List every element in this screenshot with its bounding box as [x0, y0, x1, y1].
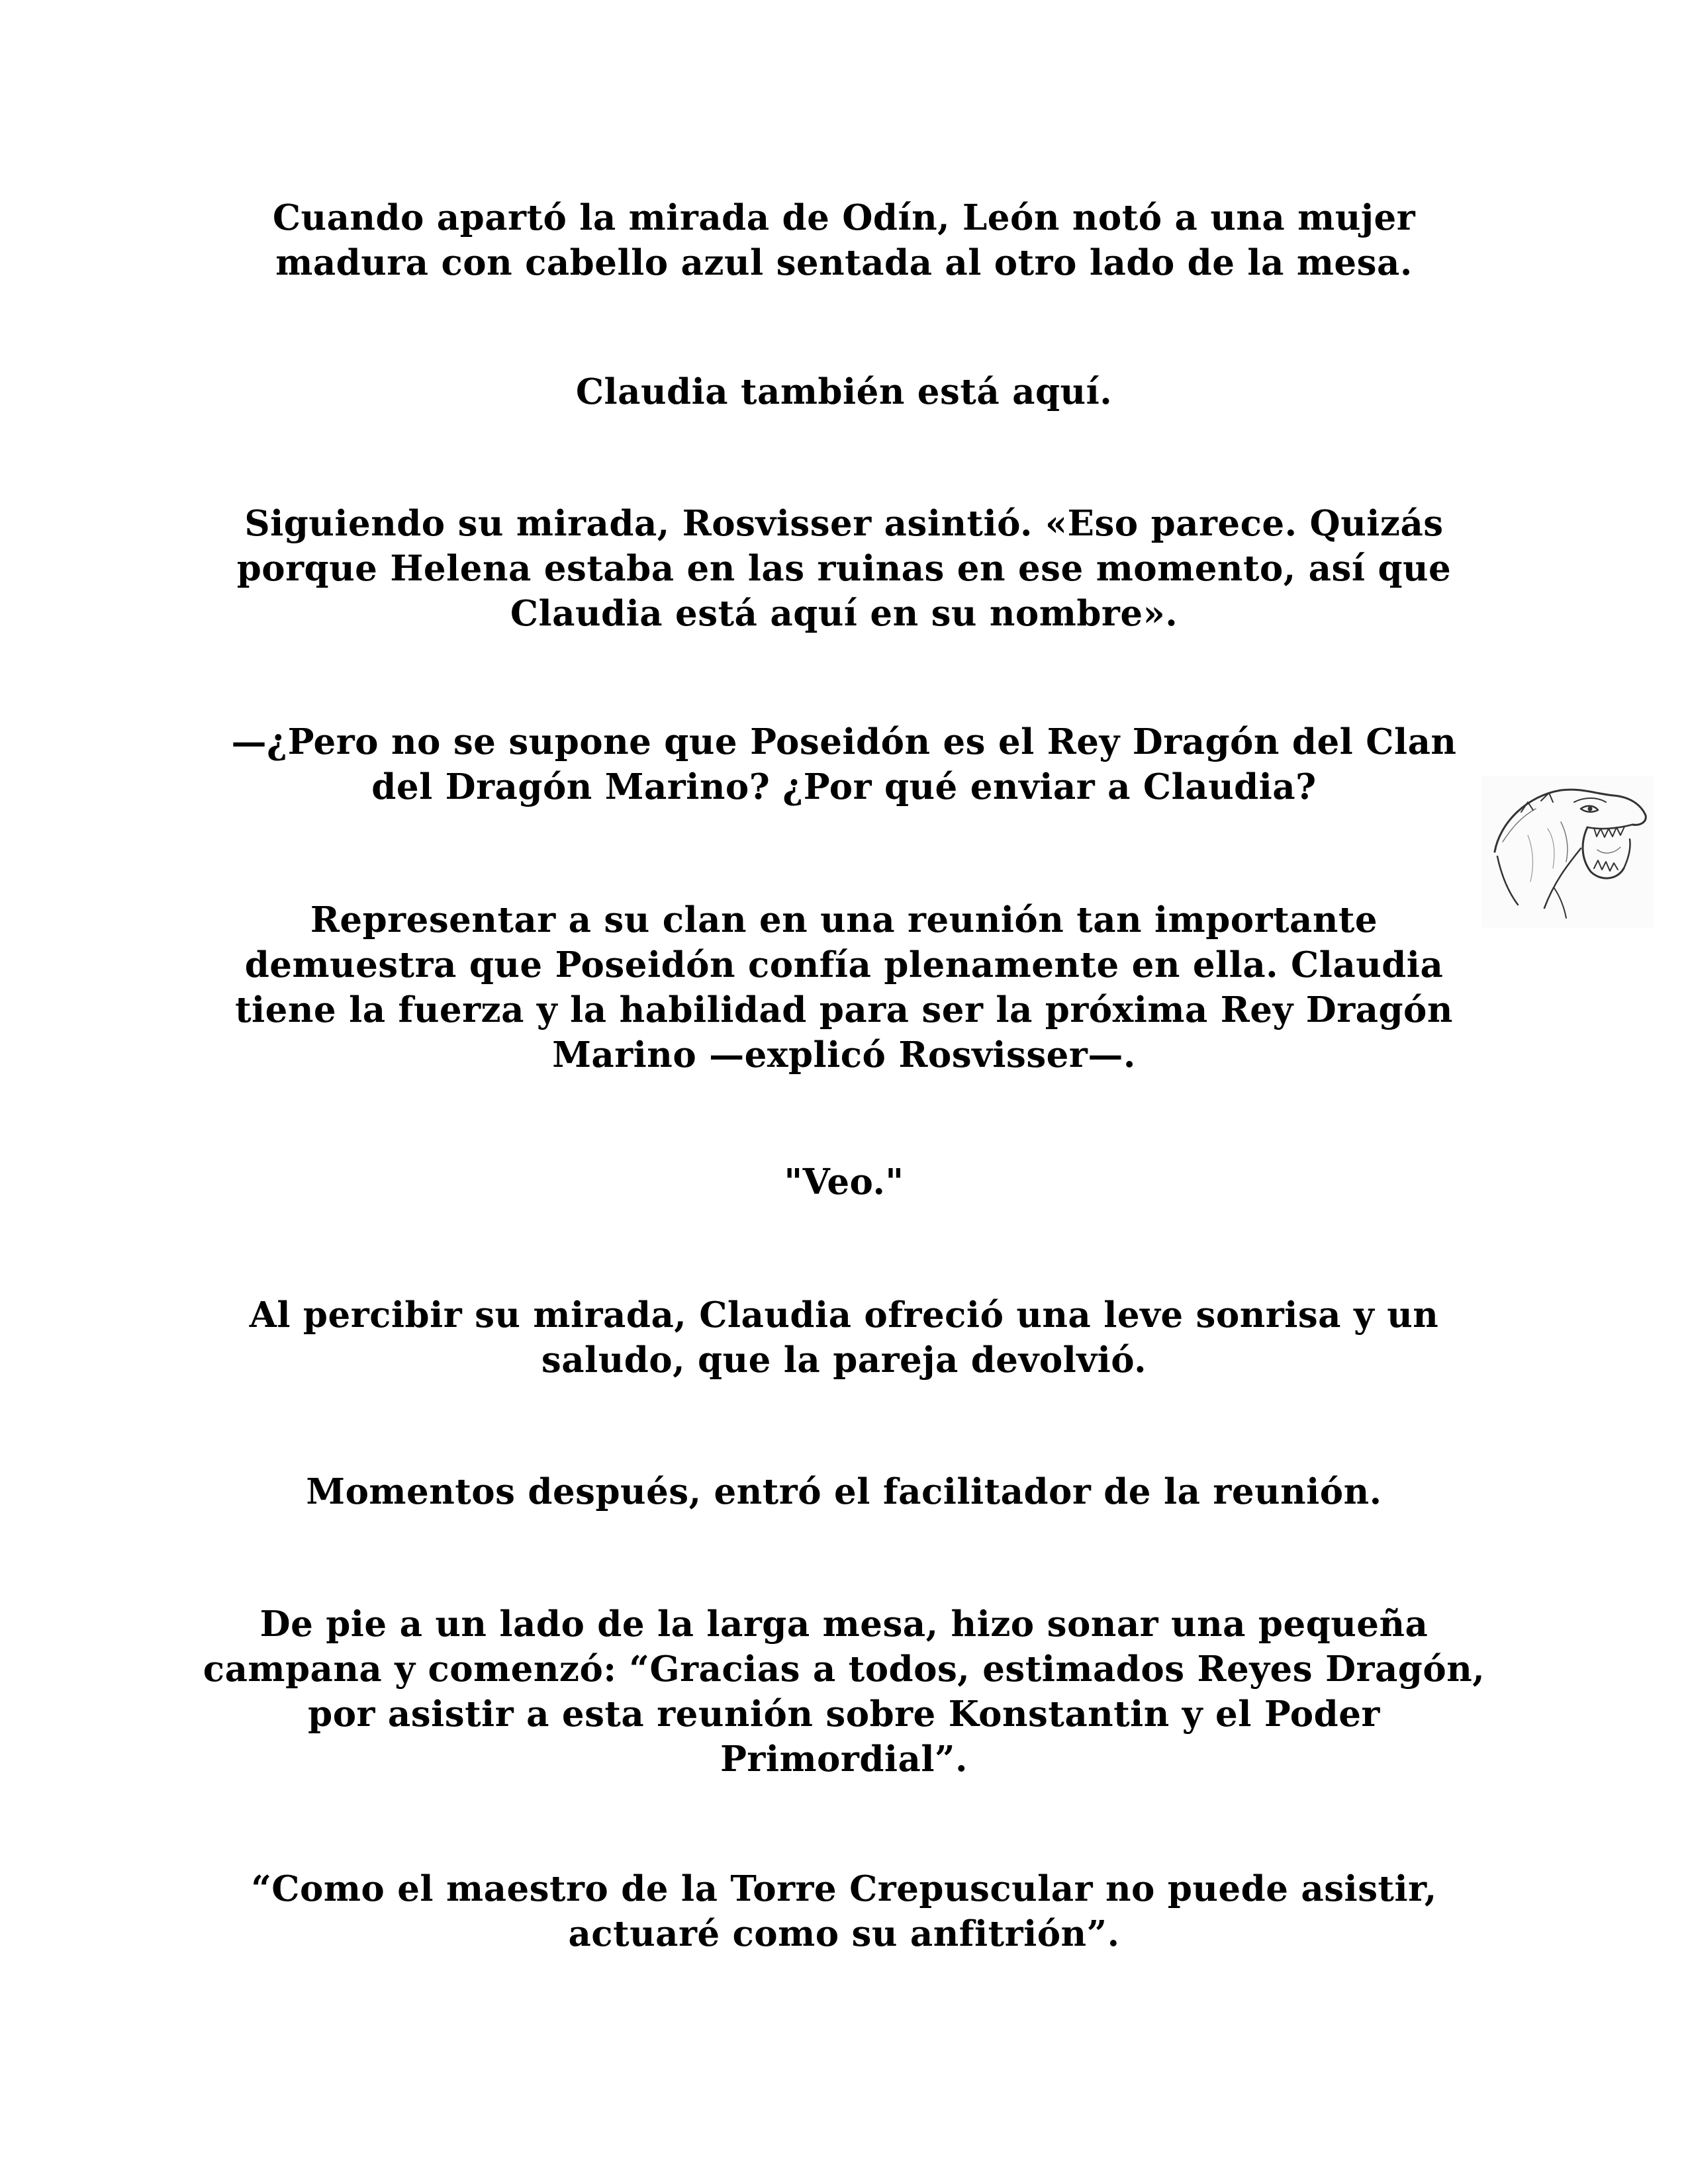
paragraph-claudia-smile: Al percibir su mirada, Claudia ofreció una leve sonrisa y un saludo, que la pareja devolvió. [249, 1295, 1439, 1381]
paragraph-representation: Representar a su clan en una reunión tan importante demuestra que Poseidón confía plenamente en ella. Claudia tiene la fuerza y la habilidad para ser la próxima Rey Dragón Marino —explicó Rosvisser—. [235, 899, 1453, 1075]
paragraph-veo: "Veo." [784, 1161, 904, 1203]
paragraph-facilitator: Momentos después, entró el facilitador de la reunión. [306, 1471, 1382, 1512]
paragraph-rosvisser-nod: Siguiendo su mirada, Rosvisser asintió. «Eso parece. Quizás porque Helena estaba en las ruinas en ese momento, así que Claudia está aquí en su nombre». [236, 503, 1452, 634]
dragon-head-sketch-icon [1481, 776, 1654, 928]
paragraph-claudia-here: Claudia también está aquí. [575, 371, 1113, 412]
paragraph-odin-glance: Cuando apartó la mirada de Odín, León notó a una mujer madura con cabello azul sentada al otro lado de la mesa. [272, 197, 1416, 283]
paragraph-poseidon-question: —¿Pero no se supone que Poseidón es el Rey Dragón del Clan del Dragón Marino? ¿Por qué enviar a Claudia? [231, 721, 1457, 807]
paragraph-host: “Como el maestro de la Torre Crepuscular no puede asistir, actuaré como su anfitrión”. [251, 1868, 1437, 1954]
paragraph-bell: De pie a un lado de la larga mesa, hizo sonar una pequeña campana y comenzó: “Gracias a todos, estimados Reyes Dragón, por asistir a esta reunión sobre Konstantin y el Poder Primordial”. [203, 1604, 1485, 1780]
